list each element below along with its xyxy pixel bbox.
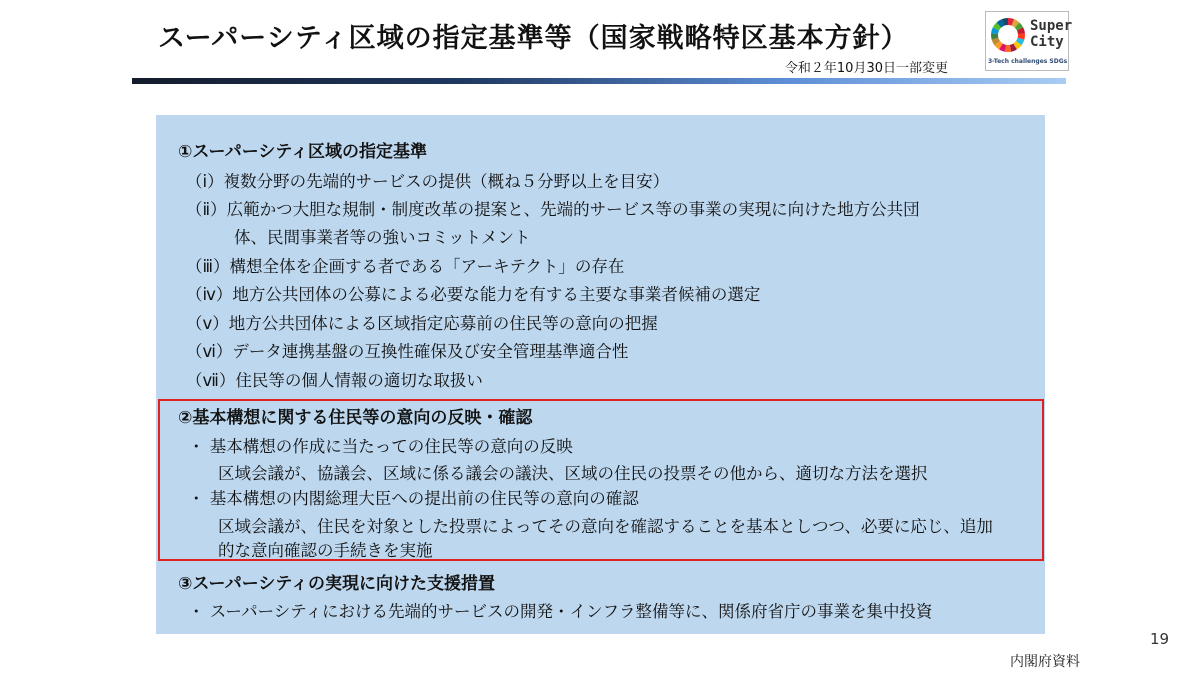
criterion-text: 地方公共団体による区域指定応募前の住民等の意向の把握 xyxy=(228,314,658,333)
source-note: 内閣府資料 xyxy=(1010,654,1080,670)
criterion-1 xyxy=(186,168,669,192)
criterion-2 xyxy=(186,196,920,220)
criterion-6 xyxy=(186,338,628,362)
criterion-text: データ連携基盤の互換性確保及び安全管理基準適合性 xyxy=(232,342,629,361)
sdgs-wheel-icon xyxy=(990,17,1026,53)
criterion-marker: （ⅴ） xyxy=(186,314,229,333)
logo-tagline: 3-Tech challenges SDGs xyxy=(988,58,1068,65)
criterion-marker: （ⅶ） xyxy=(186,371,236,390)
section-2-bullet-2-detail-line-2: 的な意向確認の手続きを実施 xyxy=(218,541,433,560)
bullet-symbol: ・ xyxy=(188,437,205,456)
section-3-bullet-1 xyxy=(188,598,932,622)
criterion-text: 地方公共団体の公募による必要な能力を有する主要な事業者候補の選定 xyxy=(232,285,761,304)
slide-title: スーパーシティ区域の指定基準等（国家戦略特区基本方針） xyxy=(158,23,909,54)
section-2-highlight-frame xyxy=(158,399,1044,561)
bullet-text: スーパーシティにおける先端的サービスの開発・インフラ整備等に、関係府省庁の事業を集中投資 xyxy=(209,602,933,621)
criterion-marker: （ⅲ） xyxy=(186,257,230,276)
bullet-symbol: ・ xyxy=(188,602,205,621)
section-2-bullet-1-detail: 区域会議が、協議会、区域に係る議会の議決、区域の住民の投票その他から、適切な方法を選択 xyxy=(218,464,928,483)
bullet-text: 基本構想の内閣総理大臣への提出前の住民等の意向の確認 xyxy=(209,489,639,508)
super-city-logo xyxy=(985,11,1073,71)
criterion-marker: （ⅵ） xyxy=(186,342,233,361)
criterion-marker: （ⅰ） xyxy=(186,172,224,191)
criterion-5 xyxy=(186,310,658,334)
revision-date: 令和２年10月30日一部変更 xyxy=(784,61,948,76)
criterion-3 xyxy=(186,253,624,277)
logo-word-super: Super xyxy=(1030,18,1073,34)
criterion-text: 複数分野の先端的サービスの提供（概ね５分野以上を目安） xyxy=(223,172,670,191)
page-number: 19 xyxy=(1150,630,1170,648)
criterion-text: 住民等の個人情報の適切な取扱い xyxy=(235,371,483,390)
bullet-text: 基本構想の作成に当たっての住民等の意向の反映 xyxy=(209,437,573,456)
criterion-4 xyxy=(186,281,760,305)
logo-word-city: City xyxy=(1030,34,1064,50)
criterion-marker: （ⅱ） xyxy=(186,200,227,219)
bullet-symbol: ・ xyxy=(188,489,205,508)
title-underline xyxy=(132,78,1066,84)
criterion-2-continuation: 体、民間事業者等の強いコミットメント xyxy=(234,228,531,247)
criterion-text: 広範かつ大胆な規制・制度改革の提案と、先端的サービス等の事業の実現に向けた地方公共団 xyxy=(226,200,920,219)
section-1-heading: ①スーパーシティ区域の指定基準 xyxy=(178,142,427,162)
section-2-heading: ②基本構想に関する住民等の意向の反映・確認 xyxy=(178,408,533,428)
section-3-heading: ③スーパーシティの実現に向けた支援措置 xyxy=(178,574,495,594)
criterion-7 xyxy=(186,367,483,391)
criterion-text: 構想全体を企画する者である「アーキテクト」の存在 xyxy=(229,257,625,276)
section-2-bullet-2-detail-line-1: 区域会議が、住民を対象とした投票によってその意向を確認することを基本としつつ、必要に応じ、追加 xyxy=(218,517,993,536)
criterion-marker: （ⅳ） xyxy=(186,285,233,304)
